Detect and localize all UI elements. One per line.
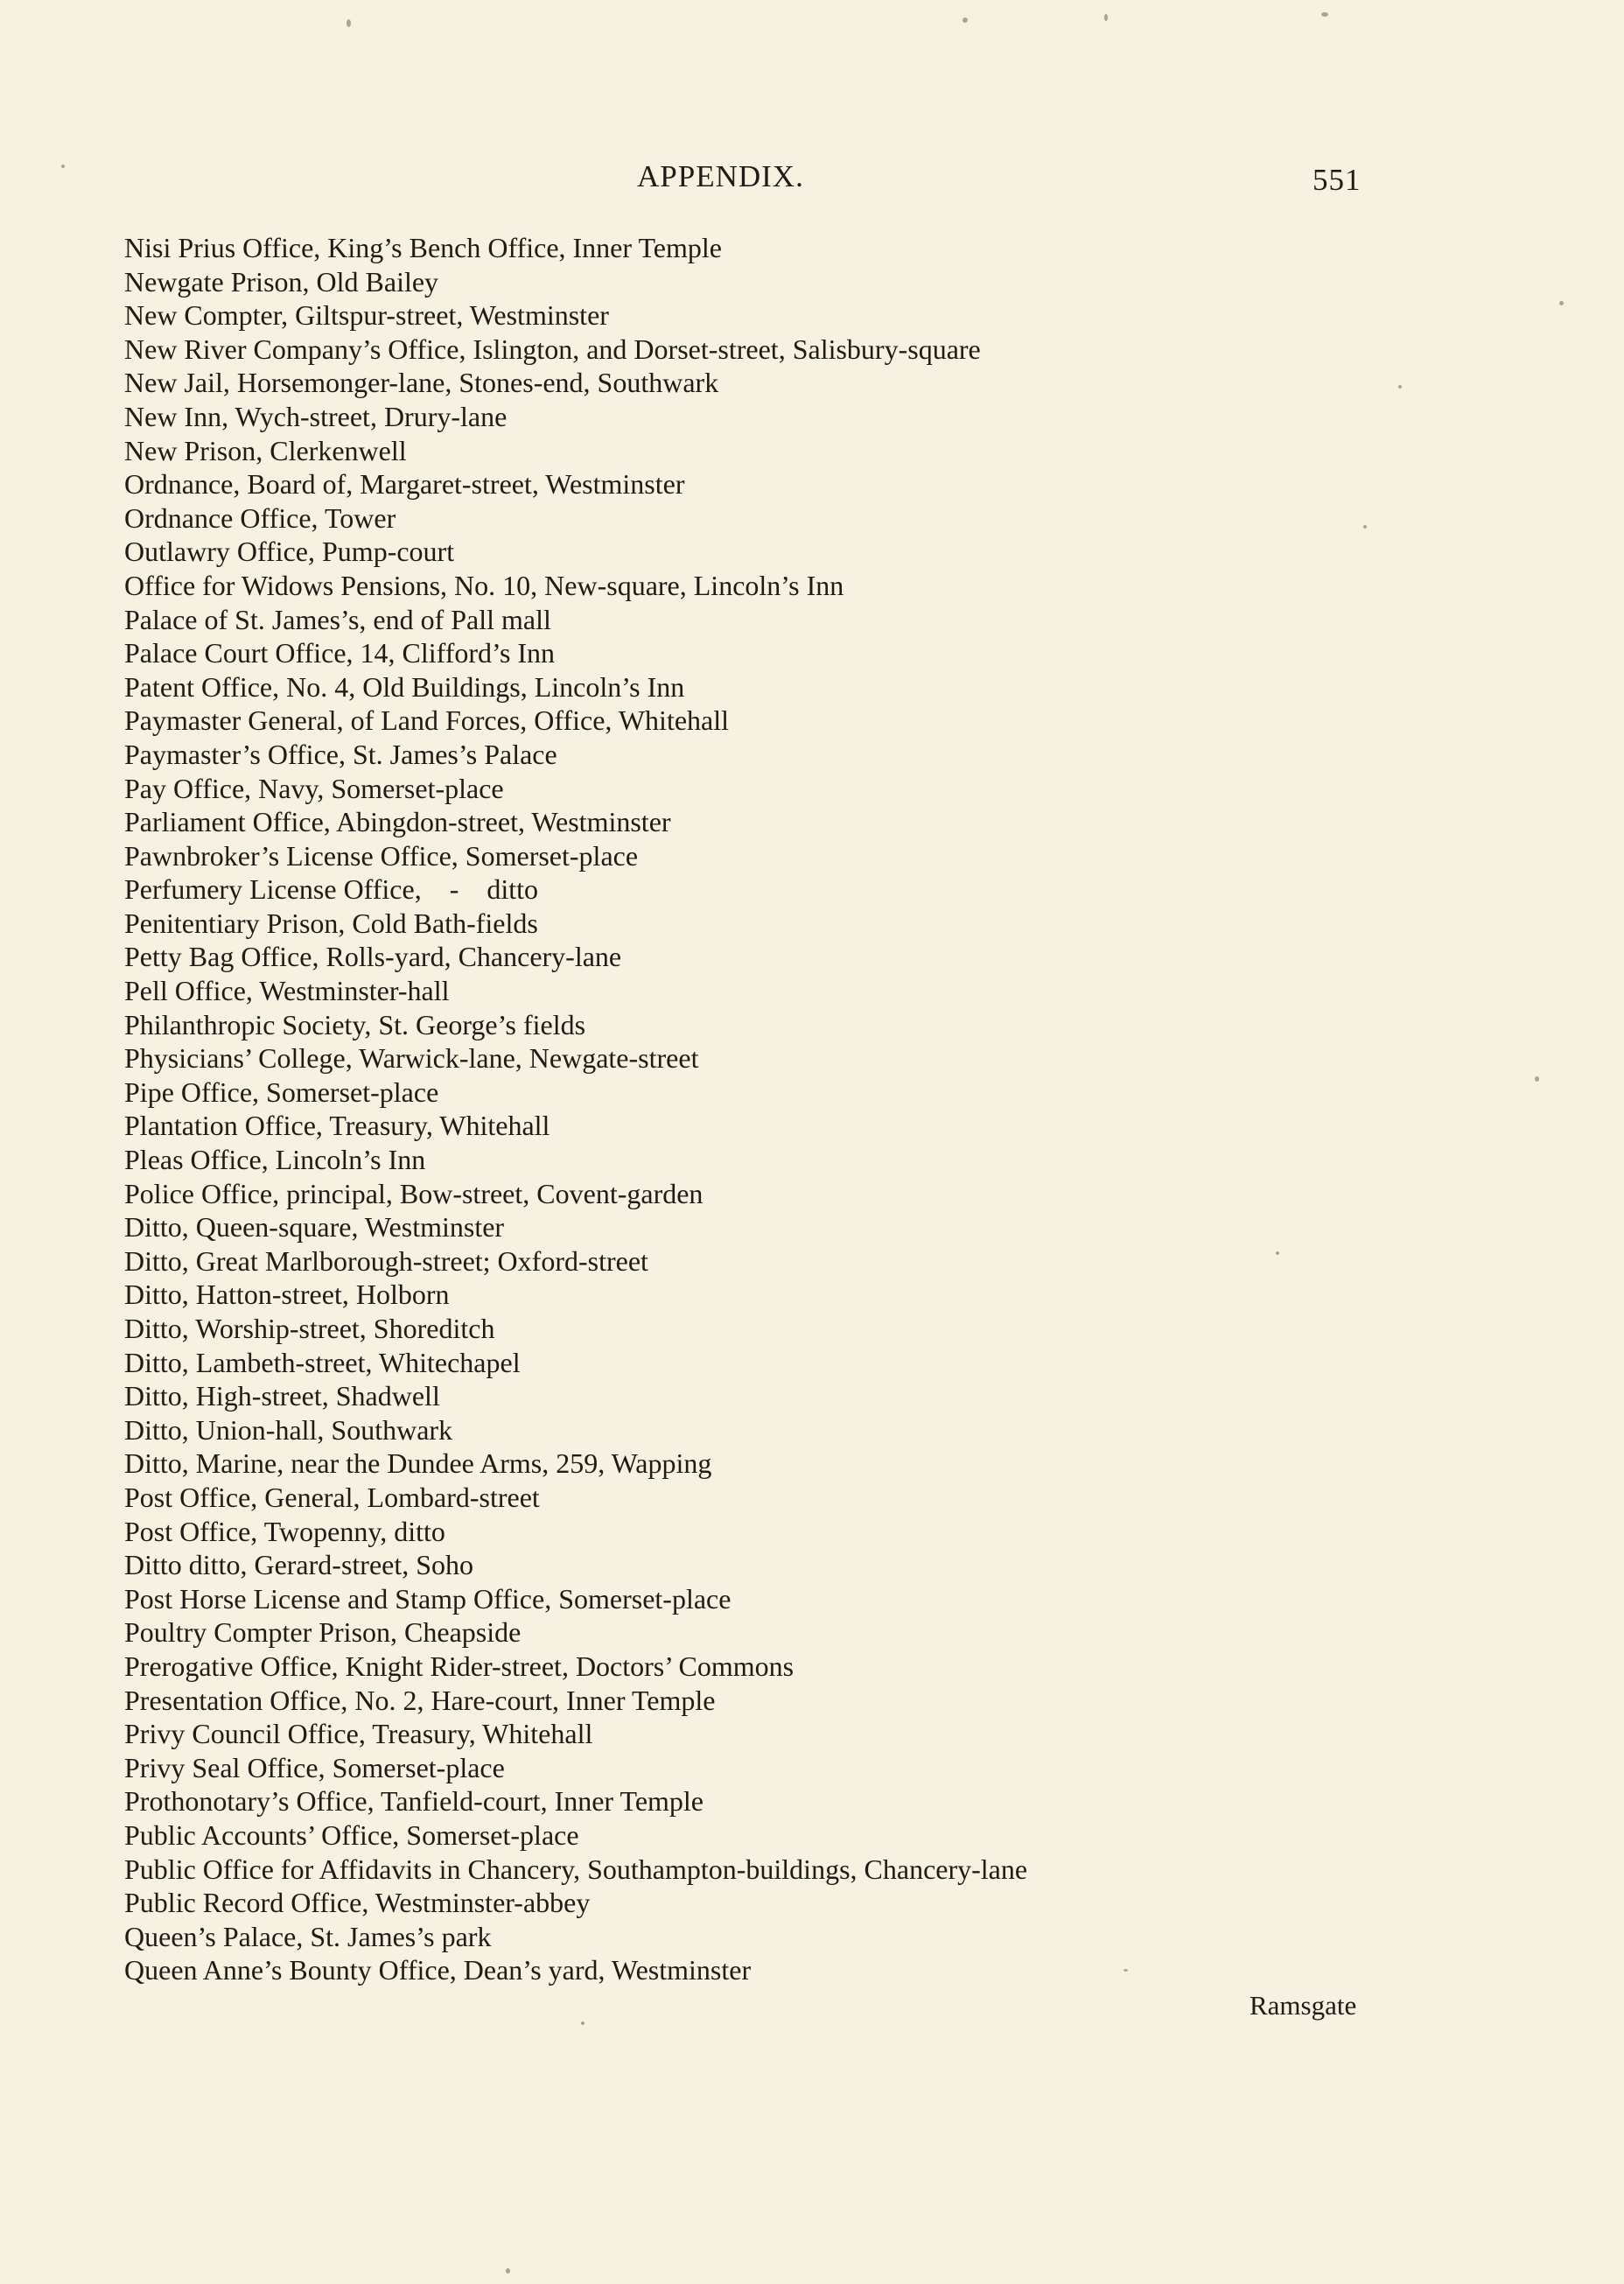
- list-item: Public Office for Affidavits in Chancery, Southampton-buildings, Chancery-lane: [124, 1853, 1028, 1885]
- list-item: Penitentiary Prison, Cold Bath-fields: [124, 907, 538, 939]
- list-item: Presentation Office, No. 2, Hare-court, Inner Temple: [124, 1684, 716, 1716]
- list-item: Poultry Compter Prison, Cheapside: [124, 1616, 522, 1649]
- paper-speck: [1363, 525, 1367, 529]
- list-item: New River Company’s Office, Islington, and Dorset-street, Salisbury-square: [124, 333, 981, 365]
- list-item: Post Horse License and Stamp Office, Somerset-place: [124, 1582, 732, 1615]
- list-item: Plantation Office, Treasury, Whitehall: [124, 1110, 550, 1142]
- list-item: Perfumery License Office, - ditto: [124, 873, 539, 906]
- paper-speck: [1559, 301, 1564, 305]
- list-item: Ordnance, Board of, Margaret-street, Westminster: [124, 468, 685, 501]
- page-title: APPENDIX.: [637, 159, 804, 193]
- list-item: Paymaster General, of Land Forces, Office, Whitehall: [124, 704, 730, 737]
- list-item: Queen Anne’s Bounty Office, Dean’s yard, Westminster: [124, 1954, 752, 1986]
- list-item: Ditto, Worship-street, Shoreditch: [124, 1313, 495, 1344]
- list-item: Public Accounts’ Office, Somerset-place: [124, 1818, 579, 1851]
- list-item: Philanthropic Society, St. George’s fields: [124, 1008, 586, 1040]
- list-item: New Prison, Clerkenwell: [124, 434, 407, 466]
- list-item: Palace of St. James’s, end of Pall mall: [124, 603, 551, 635]
- list-item: Palace Court Office, 14, Clifford’s Inn: [124, 637, 556, 669]
- list-item: New Jail, Horsemonger-lane, Stones-end, Southwark: [124, 367, 719, 399]
- list-item: Post Office, Twopenny, ditto: [124, 1515, 445, 1547]
- list-item: Pell Office, Westminster-hall: [124, 975, 450, 1007]
- paper-speck: [581, 2021, 584, 2025]
- paper-speck: [1535, 1076, 1539, 1082]
- list-item: Ditto ditto, Gerard-street, Soho: [124, 1549, 474, 1581]
- list-item: Ditto, Union-hall, Southwark: [124, 1413, 453, 1446]
- list-item: Newgate Prison, Old Bailey: [124, 265, 439, 298]
- list-item: Petty Bag Office, Rolls-yard, Chancery-lane: [124, 941, 622, 973]
- list-item: Queen’s Palace, St. James’s park: [124, 1920, 492, 1952]
- running-head: [0, 151, 1624, 203]
- paper-speck: [1398, 385, 1402, 389]
- list-item: Pawnbroker’s License Office, Somerset-place: [124, 839, 639, 872]
- list-item: Ditto, Queen-square, Westminster: [124, 1211, 505, 1244]
- page-number: 551: [1312, 163, 1362, 197]
- paper-speck: [962, 18, 968, 23]
- list-item: New Inn, Wych-street, Drury-lane: [124, 400, 508, 432]
- list-item: New Compter, Giltspur-street, Westminster: [124, 299, 609, 332]
- list-item: Ditto, Great Marlborough-street; Oxford-street: [124, 1244, 648, 1277]
- list-item: Ditto, High-street, Shadwell: [124, 1380, 440, 1412]
- paper-speck: [1276, 1251, 1279, 1255]
- list-item: Ditto, Hatton-street, Holborn: [124, 1279, 450, 1311]
- list-item: Ditto, Lambeth-street, Whitechapel: [124, 1346, 521, 1378]
- paper-speck: [1104, 14, 1108, 21]
- list-item: Prothonotary’s Office, Tanfield-court, Inner Temple: [124, 1785, 704, 1818]
- paper-speck: [506, 2268, 510, 2273]
- list-item: Privy Seal Office, Somerset-place: [124, 1751, 505, 1783]
- list-item: Patent Office, No. 4, Old Buildings, Lincoln’s Inn: [124, 670, 685, 703]
- paper-speck: [346, 19, 351, 27]
- list-item: Pleas Office, Lincoln’s Inn: [124, 1144, 426, 1176]
- list-item: Paymaster’s Office, St. James’s Palace: [124, 738, 557, 770]
- directory-list: [124, 231, 1489, 1987]
- list-item: Pay Office, Navy, Somerset-place: [124, 772, 504, 804]
- catchword: Ramsgate: [1250, 1990, 1357, 2021]
- list-item: Pipe Office, Somerset-place: [124, 1075, 439, 1108]
- list-item: Prerogative Office, Knight Rider-street, Doctors’ Commons: [124, 1650, 794, 1682]
- paper-speck: [1124, 1969, 1128, 1972]
- list-item: Outlawry Office, Pump-court: [124, 536, 455, 568]
- list-item: Physicians’ College, Warwick-lane, Newgate-street: [124, 1042, 699, 1075]
- list-item: Ditto, Marine, near the Dundee Arms, 259, Wapping: [124, 1447, 712, 1480]
- list-item: Post Office, General, Lombard-street: [124, 1481, 540, 1513]
- list-item: Police Office, principal, Bow-street, Covent-garden: [124, 1177, 704, 1209]
- list-item: Ordnance Office, Tower: [124, 501, 396, 534]
- list-item: Parliament Office, Abingdon-street, Westminster: [124, 806, 671, 838]
- list-item: Office for Widows Pensions, No. 10, New-square, Lincoln’s Inn: [124, 569, 844, 601]
- paper-speck: [61, 165, 65, 168]
- list-item: Privy Council Office, Treasury, Whitehall: [124, 1718, 593, 1750]
- list-item: Public Record Office, Westminster-abbey: [124, 1887, 591, 1919]
- paper-speck: [1321, 12, 1328, 17]
- list-item: Nisi Prius Office, King’s Bench Office, Inner Temple: [124, 232, 722, 263]
